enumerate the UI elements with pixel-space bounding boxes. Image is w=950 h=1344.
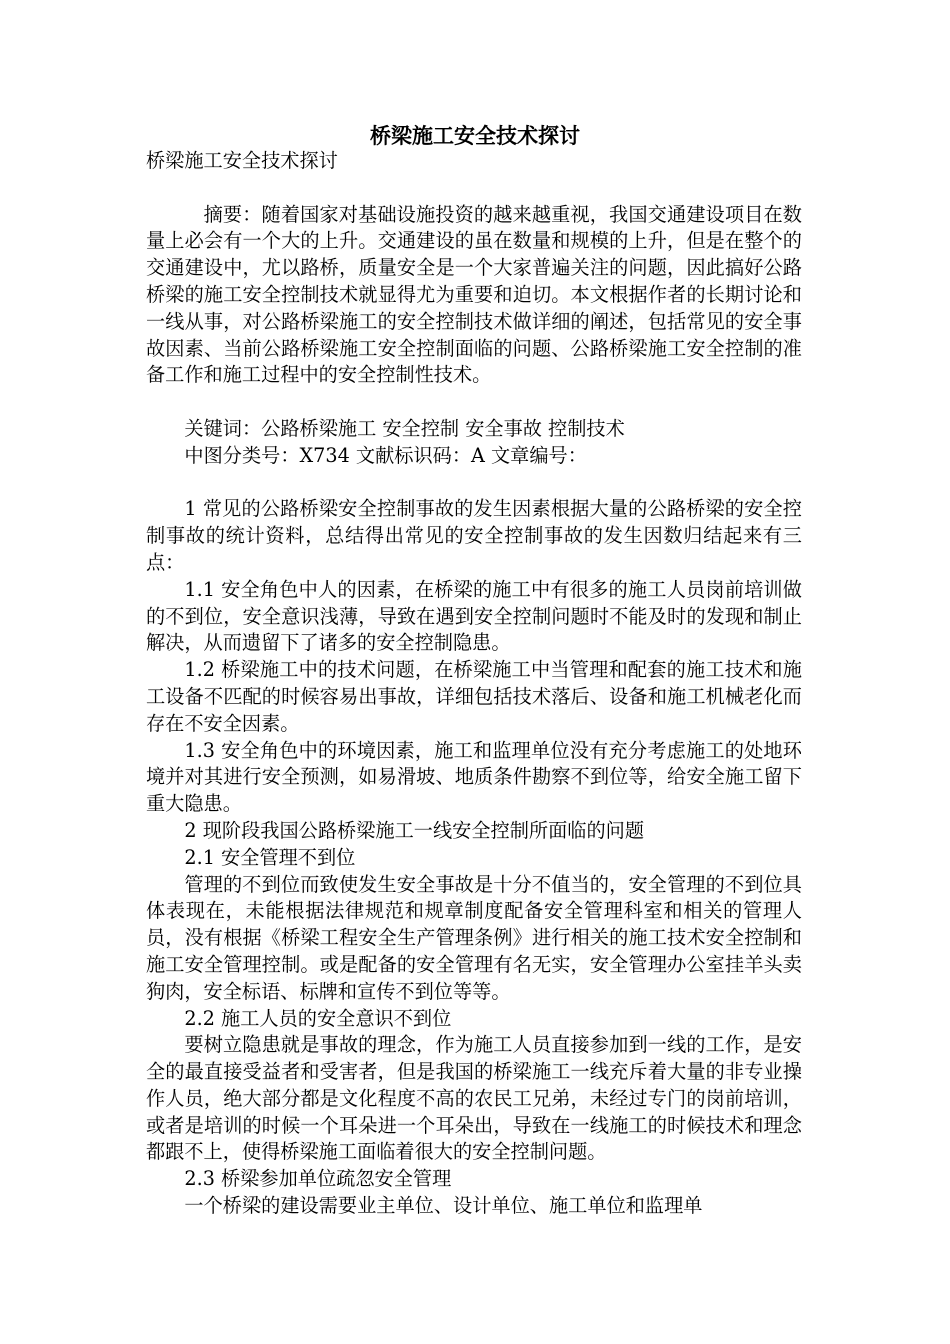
body-paragraph: 一个桥梁的建设需要业主单位、设计单位、施工单位和监理单 (184, 1194, 703, 1218)
subsection-heading: 2.1 安全管理不到位 (184, 845, 356, 869)
abstract-paragraph: 摘要：随着国家对基础设施投资的越来越重视，我国交通建设项目在数量上必会有一个大的上升。交通建设的虽在数量和规模的上升，但是在整个的交通建设中，尤以路桥，质量安全是一个大家普遍关注的问题，因此搞好公路桥梁的施工安全控制技术就显得尤为重要和迫切。本文根据作者的长期讨论和一线从事，对公路桥梁施工的安全控制技术做详细的阐述，包括常见的安全事故因素、当前公路桥梁施工安全控制面临的问题、公路桥梁施工安全控制的准备工作和施工过程中的安全控制性技术。 (146, 202, 802, 387)
body-paragraph: 1 常见的公路桥梁安全控制事故的发生因素根据大量的公路桥梁的安全控制事故的统计资料，总结得出常见的安全控制事故的发生因数归结起来有三点： (146, 497, 802, 574)
subsection-heading: 2.3 桥梁参加单位疏忽安全管理 (184, 1167, 452, 1191)
keywords-line: 关键词：公路桥梁施工 安全控制 安全事故 控制技术 (184, 416, 625, 440)
spacer (146, 175, 802, 202)
document-body (146, 148, 802, 1220)
classification-line: 中图分类号：X734 文献标识码：A 文章编号： (184, 443, 587, 467)
body-paragraph: 管理的不到位而致使发生安全事故是十分不值当的，安全管理的不到位具体表现在，未能根据法律规范和规章制度配备安全管理科室和相关的管理人员，没有根据《桥梁工程安全生产管理条例》进行相关的施工技术安全控制和施工安全管理控制。或是配备的安全管理有名无实，安全管理办公室挂羊头卖狗肉，安全标语、标牌和宣传不到位等等。 (146, 872, 802, 1003)
document-subtitle: 桥梁施工安全技术探讨 (146, 149, 338, 172)
spacer (146, 389, 802, 416)
body-paragraph: 1.1 安全角色中人的因素，在桥梁的施工中有很多的施工人员岗前培训做的不到位，安全意识浅薄，导致在遇到安全控制问题时不能及时的发现和制止解决，从而遗留下了诸多的安全控制隐患。 (146, 577, 802, 655)
spacer (146, 470, 802, 497)
body-paragraph: 1.3 安全角色中的环境因素，施工和监理单位没有充分考虑施工的处地环境并对其进行安全预测，如易滑坡、地质条件勘察不到位等，给安全施工留下重大隐患。 (146, 738, 802, 816)
document-title: 桥梁施工安全技术探讨 (370, 124, 580, 148)
body-paragraph: 1.2 桥梁施工中的技术问题，在桥梁施工中当管理和配套的施工技术和施工设备不匹配的时候容易出事故，详细包括技术落后、设备和施工机械老化而存在不安全因素。 (146, 658, 802, 735)
section-heading: 2 现阶段我国公路桥梁施工一线安全控制所面临的问题 (184, 818, 645, 842)
body-paragraph: 要树立隐患就是事故的理念，作为施工人员直接参加到一线的工作，是安全的最直接受益者和受害者，但是我国的桥梁施工一线充斥着大量的非专业操作人员，绝大部分都是文化程度不高的农民工兄弟，未经过专门的岗前培训，或者是培训的时候一个耳朵进一个耳朵出，导致在一线施工的时候技术和理念都跟不上，使得桥梁施工面临着很大的安全控制问题。 (146, 1033, 802, 1164)
subsection-heading: 2.2 施工人员的安全意识不到位 (184, 1006, 452, 1030)
